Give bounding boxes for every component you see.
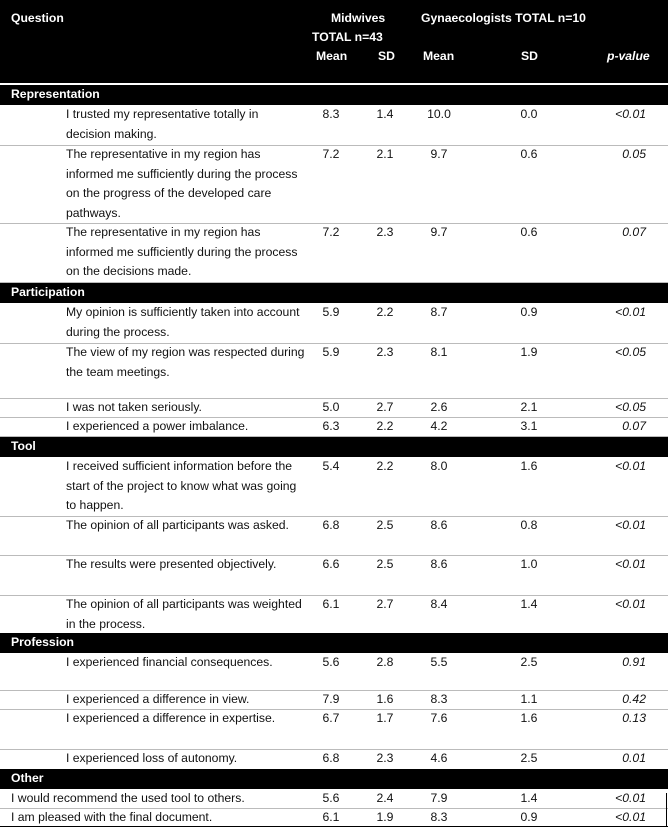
gynaecologists-sd: 0.9	[520, 810, 538, 824]
gynaecologists-mean: 8.3	[430, 692, 448, 706]
gynaecologists-sd: 0.9	[520, 305, 538, 319]
p-value: 0.07	[622, 225, 646, 239]
table-row	[0, 653, 668, 691]
midwives-sd: 2.3	[376, 751, 394, 765]
question-text: The opinion of all participants was weighted in the process.	[66, 597, 302, 631]
section-other	[0, 769, 668, 789]
midwives-mean: 6.1	[322, 597, 340, 611]
midwives-sd: 2.3	[376, 345, 394, 359]
midwives-mean: 7.2	[322, 147, 340, 161]
table-row	[0, 398, 668, 418]
gynaecologists-sd: 2.5	[520, 655, 538, 669]
midwives-sd: 2.5	[376, 557, 394, 571]
col-gynaecologists-header: Gynaecologists TOTAL n=10	[421, 11, 586, 25]
col-midwives-total: TOTAL n=43	[312, 30, 383, 44]
p-value: 0.42	[622, 692, 646, 706]
gynaecologists-mean: 5.5	[430, 655, 448, 669]
gynaecologists-mean: 4.2	[430, 419, 448, 433]
question-text: The representative in my region has informed me sufficiently during the process on the decisions made.	[66, 225, 298, 278]
gynaecologists-mean: 9.7	[430, 147, 448, 161]
midwives-sd: 2.3	[376, 225, 394, 239]
p-value: <0.01	[615, 459, 646, 473]
gynaecologists-mean: 4.6	[430, 751, 448, 765]
table-row	[0, 516, 668, 556]
section-label: Tool	[11, 439, 36, 453]
midwives-mean: 6.3	[322, 419, 340, 433]
gynaecologists-sd: 0.6	[520, 225, 538, 239]
midwives-sd: 2.5	[376, 518, 394, 532]
p-value: <0.01	[615, 305, 646, 319]
gynaecologists-mean: 8.0	[430, 459, 448, 473]
gynaecologists-mean: 7.9	[430, 791, 448, 805]
gynaecologists-sd: 1.1	[520, 692, 538, 706]
col-question-header: Question	[11, 11, 64, 25]
midwives-sd: 1.4	[376, 107, 394, 121]
midwives-mean: 6.8	[322, 751, 340, 765]
question-text: The representative in my region has informed me sufficiently during the process on the progress of the developed care pathways.	[66, 147, 298, 220]
midwives-sd: 2.7	[376, 400, 394, 414]
gynaecologists-sd: 1.0	[520, 557, 538, 571]
table-row	[0, 709, 668, 750]
gynaecologists-mean: 9.7	[430, 225, 448, 239]
midwives-sd: 1.7	[376, 711, 394, 725]
midwives-mean: 7.2	[322, 225, 340, 239]
table-row	[0, 303, 668, 344]
midwives-mean: 5.6	[322, 655, 340, 669]
gynaecologists-sd: 1.4	[520, 791, 538, 805]
midwives-sd: 1.6	[376, 692, 394, 706]
p-value: 0.01	[622, 751, 646, 765]
midwives-mean: 6.7	[322, 711, 340, 725]
p-value: <0.01	[615, 518, 646, 532]
p-value: <0.01	[615, 597, 646, 611]
gynaecologists-mean: 8.1	[430, 345, 448, 359]
p-value: <0.01	[615, 557, 646, 571]
p-value: 0.91	[622, 655, 646, 669]
col-midwives-header: Midwives	[331, 11, 386, 25]
question-text: I experienced a difference in view.	[66, 692, 250, 706]
table-row	[0, 223, 668, 283]
section-label: Profession	[11, 635, 74, 649]
gynaecologists-sd: 1.6	[520, 459, 538, 473]
gynaecologists-mean: 7.6	[430, 711, 448, 725]
midwives-sd: 2.2	[376, 459, 394, 473]
question-text: I trusted my representative totally in decision making.	[66, 107, 259, 141]
gynaecologists-mean: 8.6	[430, 518, 448, 532]
gynaecologists-sd: 1.9	[520, 345, 538, 359]
midwives-mean: 5.6	[322, 791, 340, 805]
question-text: The results were presented objectively.	[66, 557, 277, 571]
table-right-border	[666, 793, 667, 827]
gynaecologists-mean: 8.7	[430, 305, 448, 319]
section-profession	[0, 633, 668, 653]
midwives-sd: 2.8	[376, 655, 394, 669]
p-value: <0.01	[615, 791, 646, 805]
gynaecologists-mean: 10.0	[427, 107, 451, 121]
question-text: I am pleased with the final document.	[11, 810, 213, 824]
section-label: Other	[11, 771, 44, 785]
question-text: I experienced financial consequences.	[66, 655, 273, 669]
section-label: Participation	[11, 285, 85, 299]
table-row	[0, 343, 668, 399]
gynaecologists-sd: 3.1	[520, 419, 538, 433]
col-mean-gynaecologists: Mean	[423, 49, 455, 63]
question-text: I experienced a difference in expertise.	[66, 711, 276, 725]
question-text: I experienced a power imbalance.	[66, 419, 249, 433]
section-participation	[0, 283, 668, 303]
gynaecologists-mean: 8.4	[430, 597, 448, 611]
question-text: I experienced loss of autonomy.	[66, 751, 238, 765]
gynaecologists-mean: 2.6	[430, 400, 448, 414]
gynaecologists-sd: 1.4	[520, 597, 538, 611]
table-row	[0, 789, 668, 809]
table-row	[0, 457, 668, 517]
midwives-mean: 6.1	[322, 810, 340, 824]
midwives-mean: 6.8	[322, 518, 340, 532]
midwives-mean: 6.6	[322, 557, 340, 571]
gynaecologists-mean: 8.6	[430, 557, 448, 571]
midwives-mean: 5.9	[322, 305, 340, 319]
table-row	[0, 145, 668, 224]
table-row	[0, 417, 668, 437]
midwives-sd: 2.2	[376, 419, 394, 433]
midwives-sd: 2.1	[376, 147, 394, 161]
gynaecologists-sd: 0.8	[520, 518, 538, 532]
table-bottom-border	[0, 826, 668, 827]
question-text: My opinion is sufficiently taken into account during the process.	[66, 305, 300, 339]
table-header	[0, 0, 668, 83]
table-row	[0, 808, 668, 826]
midwives-mean: 5.0	[322, 400, 340, 414]
gynaecologists-sd: 1.6	[520, 711, 538, 725]
question-text: The opinion of all participants was asked.	[66, 518, 289, 532]
col-mean-midwives: Mean	[316, 49, 348, 63]
gynaecologists-mean: 8.3	[430, 810, 448, 824]
midwives-sd: 1.9	[376, 810, 394, 824]
p-value: 0.07	[622, 419, 646, 433]
section-label: Representation	[11, 87, 100, 101]
p-value: 0.13	[622, 711, 646, 725]
table-row	[0, 749, 668, 770]
section-representation	[0, 85, 668, 105]
question-text: I would recommend the used tool to others.	[11, 791, 245, 805]
table-row	[0, 555, 668, 596]
question-text: I received sufficient information before the start of the project to know what was going to happen.	[66, 459, 297, 512]
gynaecologists-sd: 2.5	[520, 751, 538, 765]
table-row	[0, 690, 668, 710]
midwives-mean: 8.3	[322, 107, 340, 121]
midwives-sd: 2.7	[376, 597, 394, 611]
question-text: I was not taken seriously.	[66, 400, 202, 414]
table-row	[0, 595, 668, 634]
p-value: <0.01	[615, 107, 646, 121]
midwives-sd: 2.2	[376, 305, 394, 319]
midwives-mean: 5.4	[322, 459, 340, 473]
col-sd-midwives: SD	[378, 49, 395, 63]
gynaecologists-sd: 0.6	[520, 147, 538, 161]
midwives-sd: 2.4	[376, 791, 394, 805]
col-pvalue-header: p-value	[607, 49, 650, 63]
midwives-mean: 7.9	[322, 692, 340, 706]
p-value: <0.05	[615, 400, 646, 414]
section-tool	[0, 437, 668, 457]
col-sd-gynaecologists: SD	[521, 49, 538, 63]
gynaecologists-sd: 2.1	[520, 400, 538, 414]
question-text: The view of my region was respected during the team meetings.	[66, 345, 305, 379]
gynaecologists-sd: 0.0	[520, 107, 538, 121]
p-value: <0.05	[615, 345, 646, 359]
p-value: <0.01	[615, 810, 646, 824]
table-row	[0, 105, 668, 146]
midwives-mean: 5.9	[322, 345, 340, 359]
p-value: 0.05	[622, 147, 646, 161]
